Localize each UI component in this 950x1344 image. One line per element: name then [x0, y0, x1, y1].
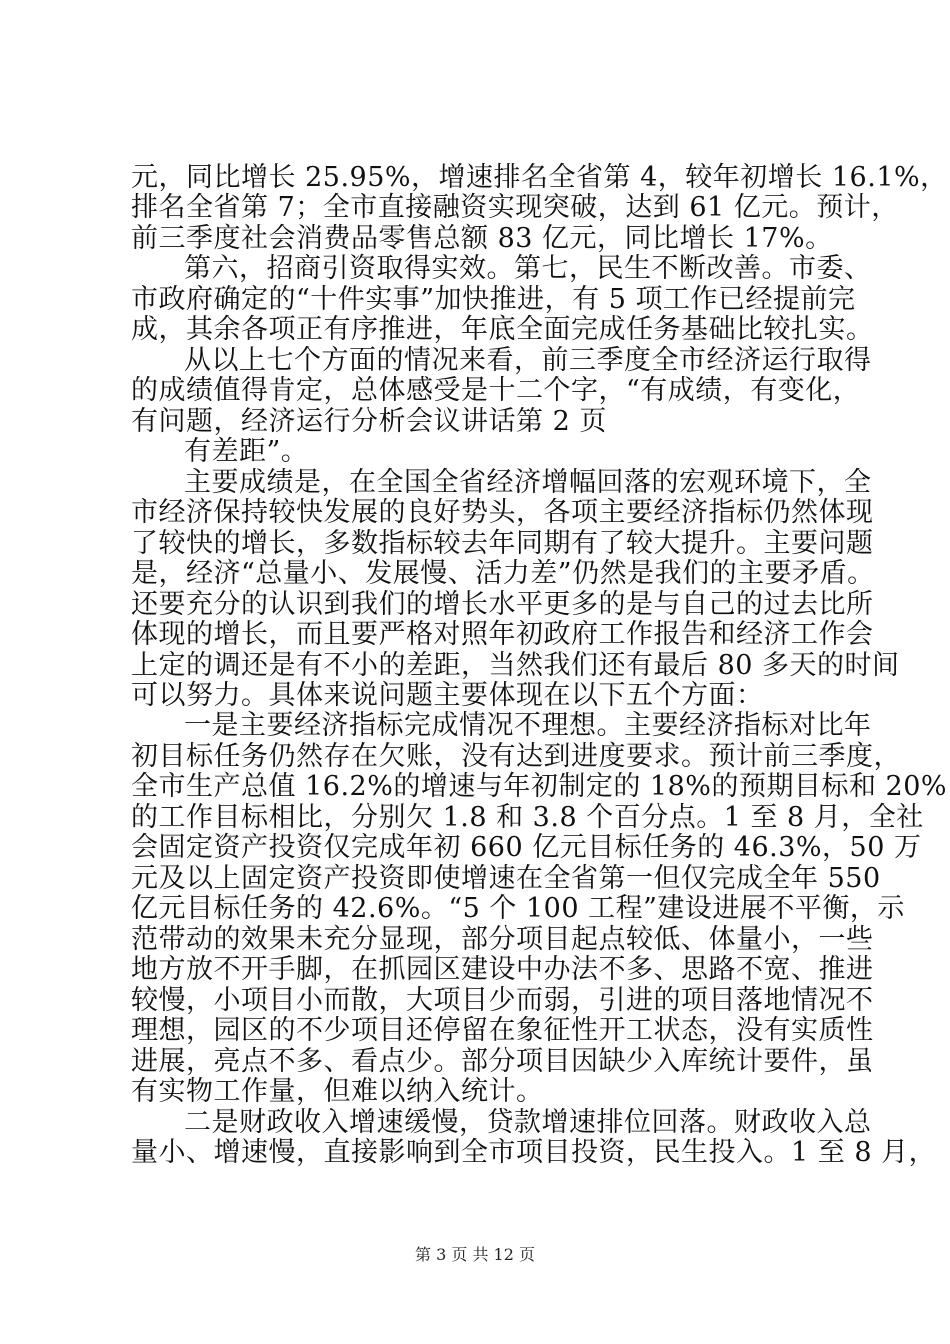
text-line: 初目标任务仍然存在欠账，没有达到进度要求。预计前三季度，: [131, 741, 901, 772]
text-line: 有差距”。: [184, 436, 309, 467]
text-line: 成，其余各项正有序推进，年底全面完成任务基础比较扎实。: [131, 314, 874, 345]
text-line: 市经济保持较快发展的良好势头，各项主要经济指标仍然体现: [131, 497, 874, 528]
paragraph-start: 二是财政收入增速缓慢，贷款增速排位回落。财政收入总: [184, 1107, 872, 1138]
text-line: 有实物工作量，但难以纳入统计。: [131, 1076, 544, 1107]
text-line: 前三季度社会消费品零售总额 83 亿元，同比增长 17%。: [131, 223, 833, 254]
text-line: 亿元目标任务的 42.6%。“5 个 100 工程”建设进展不平衡，示: [131, 893, 905, 924]
paragraph-start: 一是主要经济指标完成情况不理想。主要经济指标对比年: [184, 710, 872, 741]
text-line: 排名全省第 7；全市直接融资实现突破，达到 61 亿元。预计，: [131, 192, 899, 223]
paragraph-start: 第六，招商引资取得实效。第七，民生不断改善。市委、: [184, 253, 872, 284]
text-line: 会固定资产投资仅完成年初 660 亿元目标任务的 46.3%，50 万: [131, 832, 922, 863]
text-line: 还要充分的认识到我们的增长水平更多的是与自己的过去比所: [131, 589, 874, 620]
text-line: 体现的增长，而且要严格对照年初政府工作报告和经济工作会: [131, 619, 874, 650]
text-line: 上定的调还是有不小的差距，当然我们还有最后 80 多天的时间: [131, 650, 900, 681]
text-line: 量小、增速慢，直接影响到全市项目投资，民生投入。1 至 8 月，: [131, 1137, 937, 1168]
text-line: 市政府确定的“十件实事”加快推进，有 5 项工作已经提前完: [131, 284, 856, 315]
text-line: 地方放不开手脚，在抓园区建设中办法不多、思路不宽、推进: [131, 954, 874, 985]
text-line: 有问题，经济运行分析会议讲话第 2 页: [131, 406, 607, 437]
page-footer: 第 3 页 共 12 页: [415, 1245, 535, 1264]
text-line: 较慢，小项目小而散，大项目少而弱，引进的项目落地情况不: [131, 985, 874, 1016]
text-line: 全市生产总值 16.2%的增速与年初制定的 18%的预期目标和 20%: [131, 771, 948, 802]
text-line: 的成绩值得肯定，总体感受是十二个字，“有成绩，有变化，: [131, 375, 861, 406]
text-line: 了较快的增长，多数指标较去年同期有了较大提升。主要问题: [131, 528, 874, 559]
paragraph-start: 主要成绩是，在全国全省经济增幅回落的宏观环境下，全: [184, 467, 872, 498]
text-line: 范带动的效果未充分显现，部分项目起点较低、体量小，一些: [131, 924, 874, 955]
text-line: 进展，亮点不多、看点少。部分项目因缺少入库统计要件，虽: [131, 1046, 874, 1077]
text-line: 是，经济“总量小、发展慢、活力差”仍然是我们的主要矛盾。: [131, 558, 875, 589]
text-line: 的工作目标相比，分别欠 1.8 和 3.8 个百分点。1 至 8 月，全社: [131, 802, 924, 833]
paragraph-start: 从以上七个方面的情况来看，前三季度全市经济运行取得: [184, 345, 872, 376]
text-line: 元及以上固定资产投资即使增速在全省第一但仅完成全年 550: [131, 863, 881, 894]
text-line: 元，同比增长 25.95%，增速排名全省第 4，较年初增长 16.1%，: [131, 162, 948, 193]
text-line: 可以努力。具体来说问题主要体现在以下五个方面：: [131, 680, 764, 711]
text-line: 理想，园区的不少项目还停留在象征性开工状态，没有实质性: [131, 1015, 874, 1046]
